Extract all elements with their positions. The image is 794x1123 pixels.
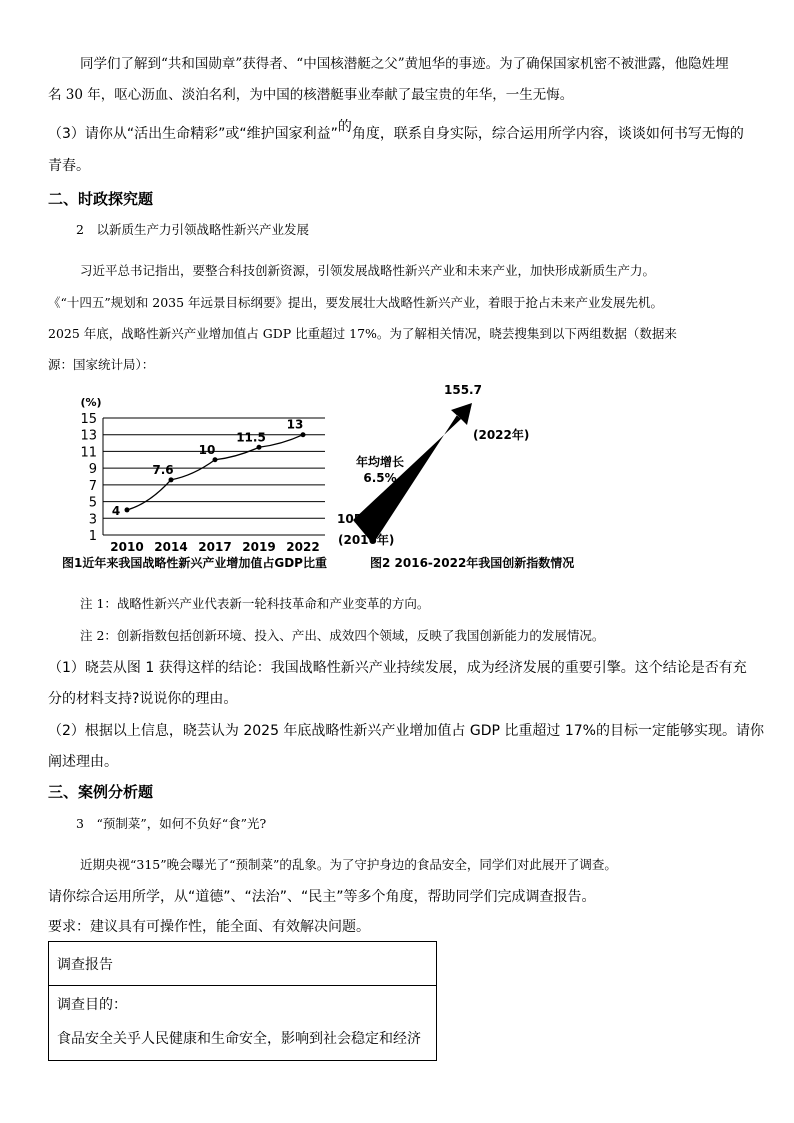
y-tick-label: 5 <box>88 495 97 511</box>
y-tick-label: 9 <box>88 462 97 478</box>
section-3-item-title: 3 “预制菜”，如何不负好“食”光? <box>76 816 267 831</box>
figure-2-caption: 图2 2016-2022年我国创新指数情况 <box>370 556 575 570</box>
survey-report-table <box>48 941 437 1061</box>
report-purpose-label: 调查目的： <box>57 997 127 1013</box>
question-2-line-2: 阐述理由。 <box>48 754 118 770</box>
report-purpose-row <box>49 986 436 1060</box>
y-tick-label: 13 <box>80 428 97 444</box>
intro-line-1: 同学们了解到“共和国勋章”获得者、“中国核潜艇之父”黄旭华的事迹。为了确保国家机密不被泄露，他隐姓埋 <box>80 56 729 72</box>
section-3-para-1: 近期央视“315”晚会曝光了“预制菜”的乱象。为了守护身边的食品安全，同学们对此展开了调查。 <box>80 857 617 872</box>
question-1-line-1: （1）晓芸从图 1 获得这样的结论：我国战略性新兴产业持续发展，成为经济发展的重要引擎。这个结论是否有充 <box>48 660 747 676</box>
section-3-requirement: 要求：建议具有可操作性，能全面、有效解决问题。 <box>48 919 370 935</box>
start-value: 105.3 <box>337 512 375 526</box>
section-2-item-title: 2 以新质生产力引领战略性新兴产业发展 <box>76 222 309 237</box>
figure-1-line-chart <box>60 388 350 556</box>
y-tick-label: 1 <box>88 529 97 544</box>
data-label: 11.5 <box>236 430 266 445</box>
question-1-line-2: 分的材料支持?说说你的理由。 <box>48 691 238 707</box>
y-tick-label: 11 <box>80 445 97 461</box>
question-3-part-c: 角度，联系自身实际，综合运用所学内容，谈谈如何书写无悔的 <box>351 126 744 142</box>
note-2: 注 2：创新指数包括创新环境、投入、产出、成效四个领域，反映了我国创新能力的发展情况。 <box>80 628 605 643</box>
x-tick-label: 2017 <box>198 540 232 554</box>
section-2-heading: 二、时政探究题 <box>48 190 154 208</box>
x-tick-label: 2022 <box>286 540 320 554</box>
data-point <box>125 507 130 512</box>
section-3-instruction: 请你综合运用所学，从“道德”、“法治”、“民主”等多个角度，帮助同学们完成调查报告。 <box>48 889 596 905</box>
data-label: 7.6 <box>152 462 174 477</box>
start-year: (2016年) <box>338 533 395 547</box>
report-purpose-text: 食品安全关乎人民健康和生命安全，影响到社会稳定和经济 <box>57 1031 421 1047</box>
data-point <box>257 445 262 450</box>
x-tick-label: 2014 <box>154 540 188 554</box>
section-2-para-3: 2025 年底，战略性新兴产业增加值占 GDP 比重超过 17%。为了解相关情况，晓芸搜集到以下两组数据（数据来 <box>48 326 677 341</box>
y-axis-unit: (%) <box>80 396 102 409</box>
data-label: 10 <box>198 442 216 457</box>
x-tick-label: 2010 <box>110 540 144 554</box>
end-year: (2022年) <box>473 428 530 442</box>
note-1: 注 1：战略性新兴产业代表新一轮科技革命和产业变革的方向。 <box>80 596 430 611</box>
question-2-line-1: （2）根据以上信息，晓芸认为 2025 年底战略性新兴产业增加值占 GDP 比重超过 17%的目标一定能够实现。请你 <box>48 723 764 739</box>
intro-line-2: 名 30 年，呕心沥血、淡泊名利，为中国的核潜艇事业奉献了最宝贵的年华，一生无悔。 <box>48 87 574 103</box>
question-3 <box>48 119 744 142</box>
end-value: 155.7 <box>444 383 482 397</box>
data-point <box>213 457 218 462</box>
data-label: 13 <box>286 417 304 432</box>
report-title: 调查报告 <box>57 957 113 973</box>
section-3-heading: 三、案例分析题 <box>48 783 154 801</box>
figure-1-caption: 图1近年来我国战略性新兴产业增加值占GDP比重 <box>62 556 327 570</box>
section-2-para-4: 源：国家统计局）： <box>48 357 155 372</box>
y-tick-label: 15 <box>80 412 97 427</box>
section-2-para-1: 习近平总书记指出，要整合科技创新资源，引领发展战略性新兴产业和未来产业，加快形成新质生产力。 <box>80 263 656 278</box>
y-tick-label: 3 <box>88 512 97 528</box>
section-2-para-2: 《“十四五”规划和 2035 年远景目标纲要》提出，要发展壮大战略性新兴产业，着眼于抢占未来产业发展先机。 <box>48 295 664 310</box>
question-3-line-2: 青春。 <box>48 158 90 174</box>
data-point <box>169 477 174 482</box>
report-title-row <box>49 942 436 986</box>
question-3-de: 的 <box>337 119 352 135</box>
x-tick-label: 2019 <box>242 540 276 554</box>
data-label: 4 <box>111 503 121 518</box>
growth-value: 6.5% <box>363 471 397 485</box>
data-point <box>301 432 306 437</box>
question-3-part-a: （3）请你从“活出生命精彩”或“维护国家利益” <box>48 126 338 142</box>
growth-label: 年均增长 <box>355 455 405 469</box>
figure-2-arrow-chart <box>330 380 550 555</box>
y-tick-label: 7 <box>88 478 97 494</box>
